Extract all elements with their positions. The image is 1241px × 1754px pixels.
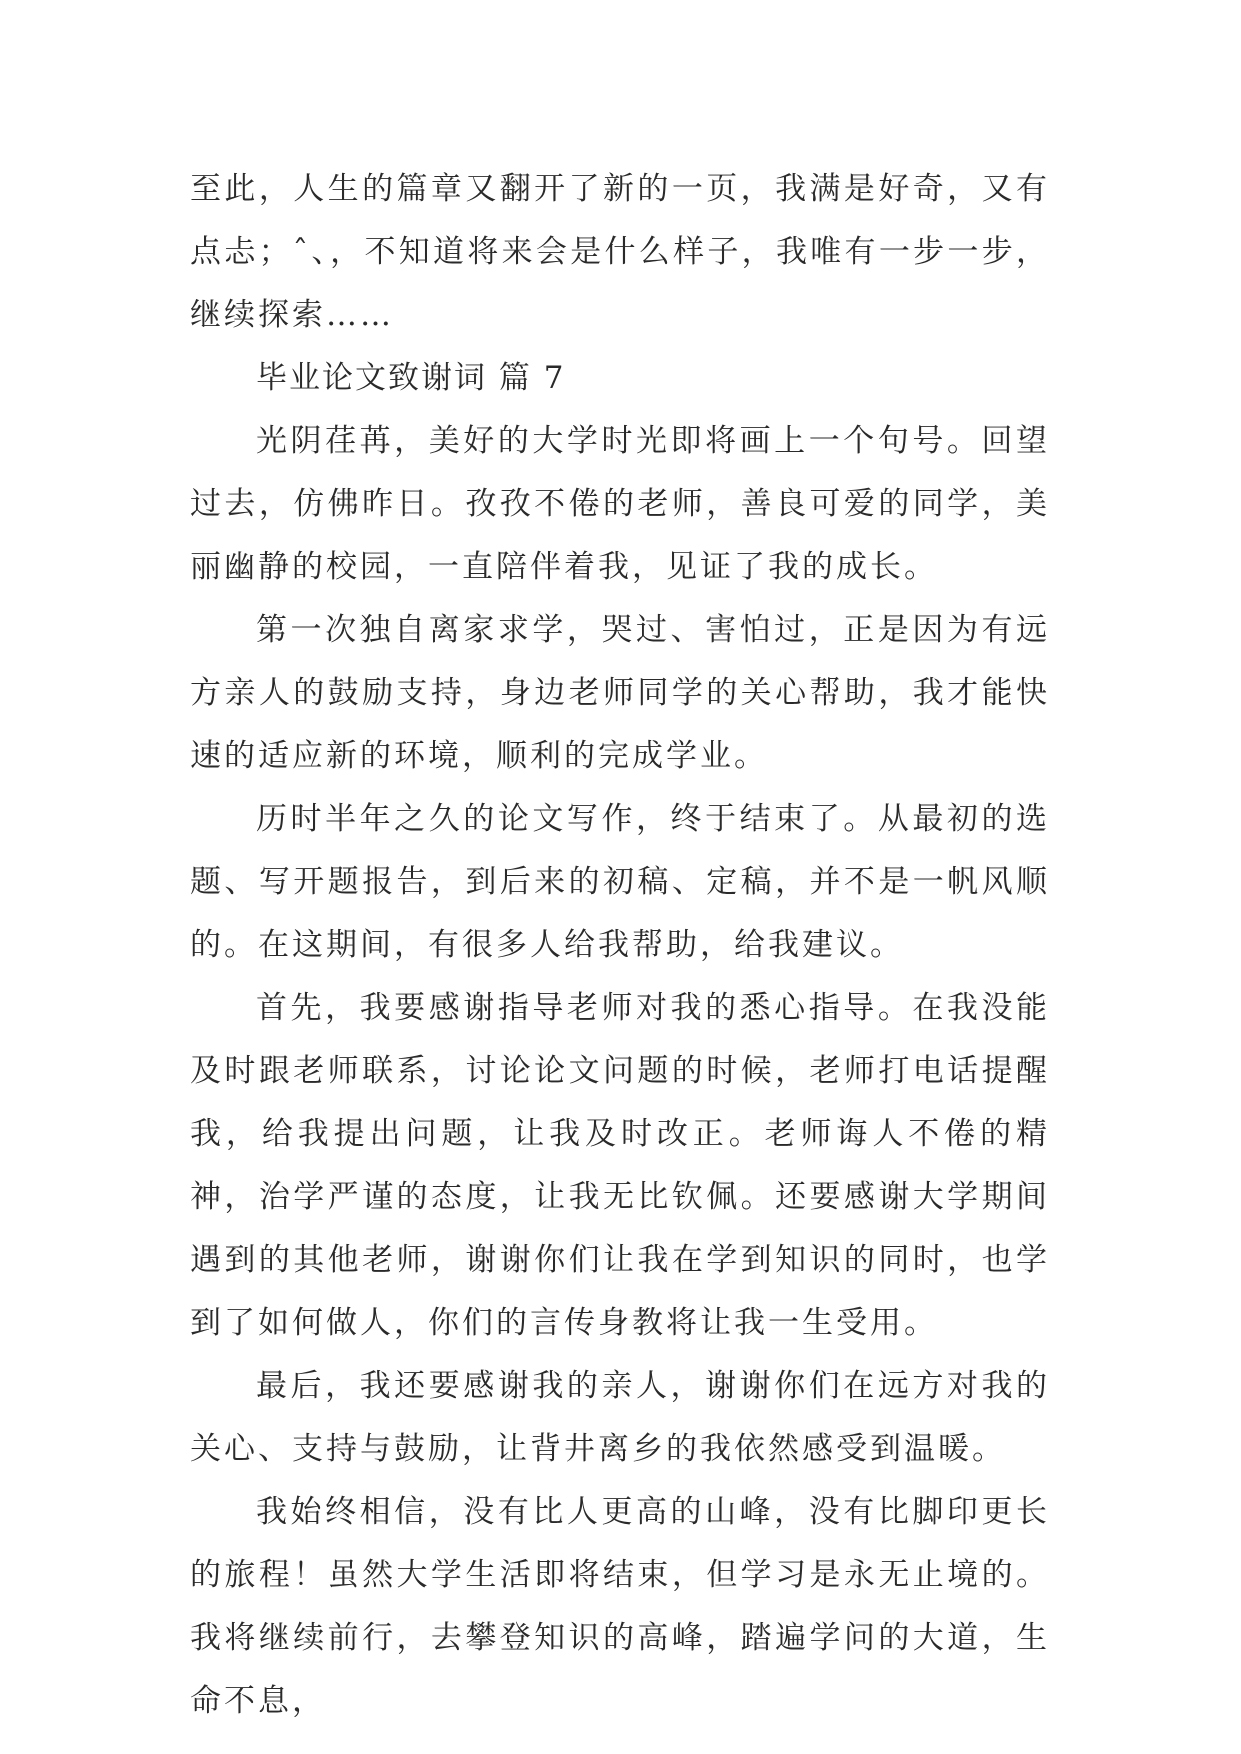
paragraph: 第一次独自离家求学，哭过、害怕过，正是因为有远方亲人的鼓励支持，身边老师同学的关心帮助，我才能快速的适应新的环境，顺利的完成学业。	[190, 612, 1050, 774]
document-body	[190, 158, 1050, 1733]
paragraph: 最后，我还要感谢我的亲人，谢谢你们在远方对我的关心、支持与鼓励，让背井离乡的我依然感受到温暖。	[190, 1368, 1050, 1467]
paragraph: 光阴荏苒，美好的大学时光即将画上一个句号。回望过去，仿佛昨日。孜孜不倦的老师，善良可爱的同学，美丽幽静的校园，一直陪伴着我，见证了我的成长。	[190, 423, 1050, 585]
paragraph: 首先，我要感谢指导老师对我的悉心指导。在我没能及时跟老师联系，讨论论文问题的时候，老师打电话提醒我，给我提出问题，让我及时改正。老师诲人不倦的精神，治学严谨的态度，让我无比钦佩。还要感谢大学期间遇到的其他老师，谢谢你们让我在学到知识的同时，也学到了如何做人，你们的言传身教将让我一生受用。	[190, 990, 1050, 1341]
paragraph-continued: 至此，人生的篇章又翻开了新的一页，我满是好奇，又有点忐；ˆ、，不知道将来会是什么样子，我唯有一步一步，继续探索……	[190, 171, 1050, 333]
paragraph: 历时半年之久的论文写作，终于结束了。从最初的选题、写开题报告，到后来的初稿、定稿，并不是一帆风顺的。在这期间，有很多人给我帮助，给我建议。	[190, 801, 1050, 963]
paragraph: 我始终相信，没有比人更高的山峰，没有比脚印更长的旅程！虽然大学生活即将结束，但学习是永无止境的。我将继续前行，去攀登知识的高峰，踏遍学问的大道，生命不息，	[190, 1494, 1050, 1719]
section-heading: 毕业论文致谢词 篇 7	[256, 360, 566, 396]
